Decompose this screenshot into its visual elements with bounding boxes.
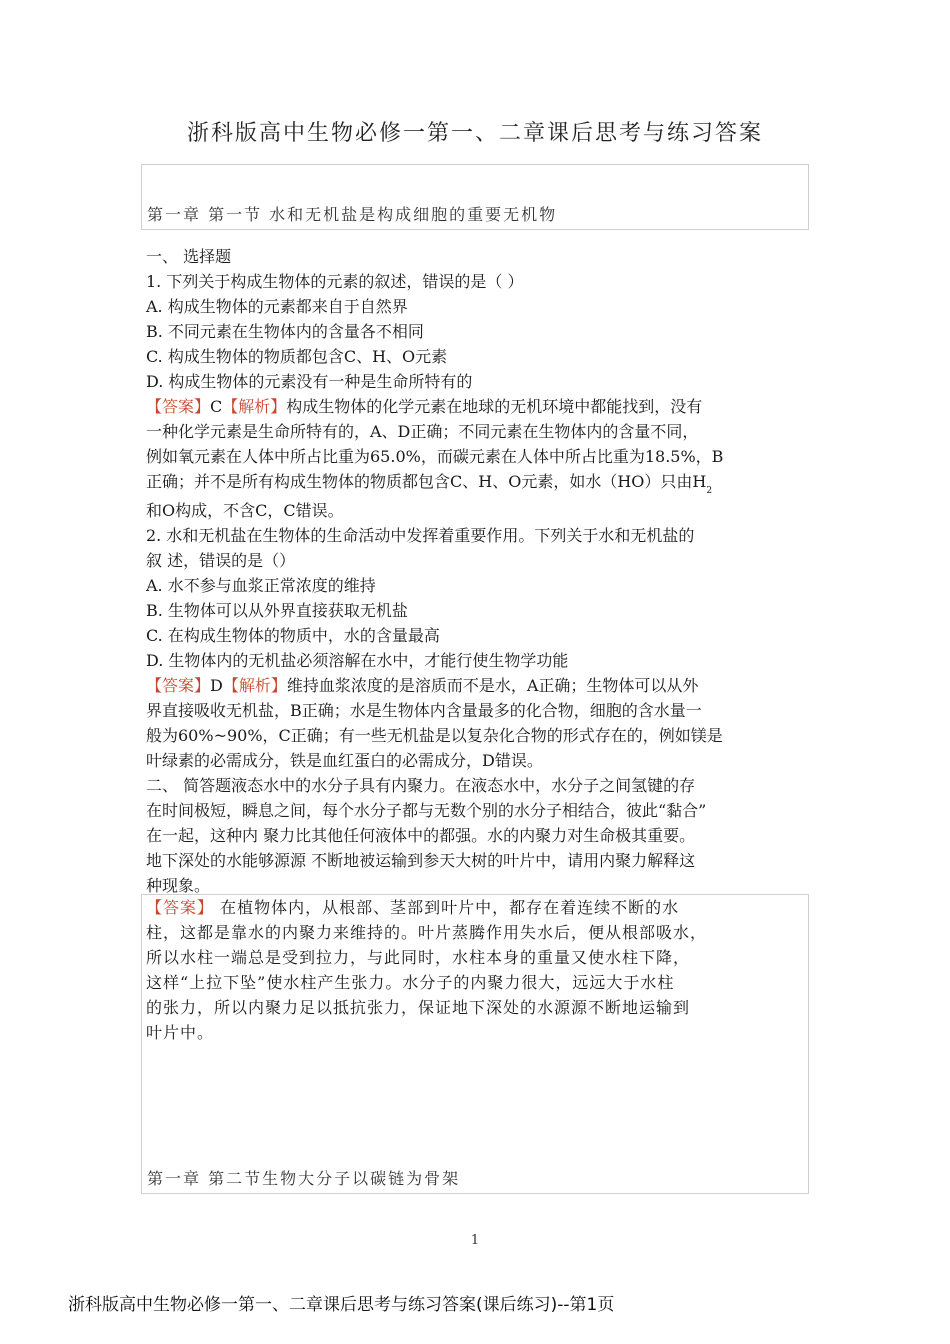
section-heading: 第一章 第一节 水和无机盐是构成细胞的重要无机物 (147, 205, 558, 224)
analysis-tag: 【解析】 (222, 397, 287, 416)
analysis-text: 例如氧元素在人体中所占比重为65.0%，而碳元素在人体中所占比重为18.5%，B (146, 447, 724, 466)
answer-letter: C (210, 397, 223, 416)
option-c: C. 在构成生物体的物质中，水的含量最高 (146, 626, 440, 645)
short-answer-question: 在时间极短，瞬息之间，每个水分子都与无数个别的水分子相结合，彼此“黏合” (146, 801, 707, 820)
option-d: D. 构成生物体的元素没有一种是生命所特有的 (146, 372, 473, 391)
answer-text-line: 在植物体内，从根部、茎部到叶片中，都存在着连续不断的水 (214, 898, 680, 917)
option-b: B. 不同元素在生物体内的含量各不相同 (146, 322, 424, 341)
analysis-text: 构成生物体的化学元素在地球的无机环境中都能找到，没有 (286, 397, 703, 416)
analysis-text: 界直接吸收无机盐，B正确；水是生物体内含量最多的化合物，细胞的含水量一 (146, 701, 702, 720)
answer-tag: 【答案】 (146, 676, 211, 695)
short-answer-question: 种现象。 (146, 876, 211, 895)
option-b: B. 生物体可以从外界直接获取无机盐 (146, 601, 408, 620)
answer-line (146, 394, 810, 419)
question-stem: 2. 水和无机盐在生物体的生命活动中发挥着重要作用。下列关于水和无机盐的 (146, 526, 695, 545)
analysis-text-part: 正确；并不是所有构成生物体的物质都包含C、H、O元素，如水（HO）只由H (146, 472, 707, 491)
analysis-text: 一种化学元素是生命所特有的，A、D正确；不同元素在生物体内的含量不同， (146, 422, 699, 441)
part-heading: 一、 选择题 (146, 247, 232, 266)
option-a: A. 构成生物体的元素都来自于自然界 (146, 297, 408, 316)
page-footer: 浙科版高中生物必修一第一、二章课后思考与练习答案(课后练习)--第1页 (68, 1295, 615, 1315)
analysis-tag: 【解析】 (222, 676, 287, 695)
option-a: A. 水不参与血浆正常浓度的维持 (146, 576, 376, 595)
short-answer-question: 地下深处的水能够源源 不断地被运输到参天大树的叶片中，请用内聚力解释这 (146, 851, 696, 870)
section-heading: 第一章 第二节生物大分子以碳链为骨架 (147, 1169, 461, 1188)
answer-letter: D (210, 676, 223, 695)
short-answer-question: 在一起，这种内 聚力比其他任何液体中的都强。水的内聚力对生命极其重要。 (146, 826, 696, 845)
analysis-text (146, 469, 810, 498)
document-title: 浙科版高中生物必修一第一、二章课后思考与练习答案 (186, 121, 763, 146)
analysis-text: 维持血浆浓度的是溶质而不是水，A正确；生物体可以从外 (286, 676, 699, 695)
question-stem: 叙 述，错误的是（） (146, 551, 296, 570)
answer-box (141, 894, 809, 1194)
answer-text-line: 所以水柱一端总是受到拉力，与此同时，水柱本身的重量又使水柱下降， (146, 948, 691, 967)
subscript: 2 (706, 486, 713, 496)
answer-text-line: 柱，这都是靠水的内聚力来维持的。叶片蒸腾作用失水后，便从根部吸水， (146, 923, 708, 942)
analysis-text: 般为60%~90%，C正确；有一些无机盐是以复杂化合物的形式存在的，例如镁是 (146, 726, 723, 745)
page-number: 1 (470, 1233, 480, 1248)
answer-line (146, 895, 806, 920)
answer-text-line: 叶片中。 (146, 1023, 215, 1042)
answer-line (146, 673, 810, 698)
answer-tag: 【答案】 (146, 397, 211, 416)
option-d: D. 生物体内的无机盐必须溶解在水中，才能行使生物学功能 (146, 651, 569, 670)
analysis-text: 叶绿素的必需成分，铁是血红蛋白的必需成分，D错误。 (146, 751, 543, 770)
section-header-box (141, 164, 809, 230)
option-c: C. 构成生物体的物质都包含C、H、O元素 (146, 347, 448, 366)
document-body (146, 244, 810, 898)
answer-tag: 【答案】 (146, 898, 215, 917)
answer-text-line: 的张力，所以内聚力足以抵抗张力，保证地下深处的水源源不断地运输到 (146, 998, 691, 1017)
answer-text-line: 这样“上拉下坠”使水柱产生张力。水分子的内聚力很大，远远大于水柱 (146, 973, 675, 992)
answer-text (146, 895, 806, 1045)
short-answer-question: 二、 简答题液态水中的水分子具有内聚力。在液态水中，水分子之间氢键的存 (146, 776, 696, 795)
analysis-text: 和O构成，不含C，C错误。 (146, 501, 344, 520)
question-stem: 1. 下列关于构成生物体的元素的叙述，错误的是（ ） (146, 272, 524, 291)
